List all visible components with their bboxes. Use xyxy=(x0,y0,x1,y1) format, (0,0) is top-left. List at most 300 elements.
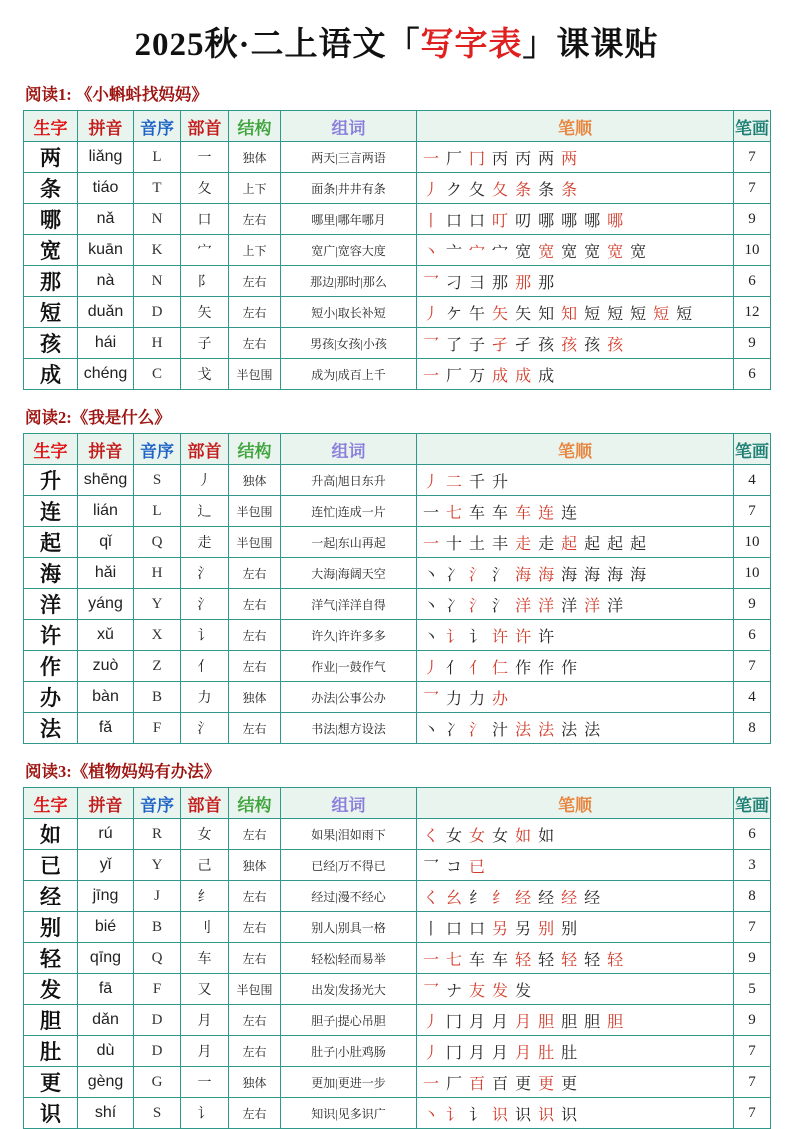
stroke-step: 短 xyxy=(630,305,647,323)
stroke-step: 冫 xyxy=(446,597,463,615)
cell-radical: 戈 xyxy=(181,359,229,390)
stroke-step: 亻 xyxy=(446,659,463,677)
cell-structure: 左右 xyxy=(229,558,281,589)
stroke-step: 一 xyxy=(423,150,440,168)
stroke-step: 乛 xyxy=(423,274,440,292)
stroke-step: 车 xyxy=(469,951,486,969)
column-header-strokes: 笔顺 xyxy=(417,434,734,465)
column-header-initial: 音序 xyxy=(134,788,181,819)
cell-pinyin: hǎi xyxy=(78,558,134,589)
cell-structure: 左右 xyxy=(229,651,281,682)
stroke-step: く xyxy=(423,889,440,907)
cell-radical: 阝 xyxy=(181,266,229,297)
cell-count: 9 xyxy=(734,204,771,235)
cell-words: 经过|漫不经心 xyxy=(281,881,417,912)
stroke-step: 夂 xyxy=(492,181,509,199)
table-header-row xyxy=(24,111,771,142)
stroke-step: 洋 xyxy=(515,597,532,615)
stroke-step: 孩 xyxy=(607,336,624,354)
table-row xyxy=(24,912,771,943)
cell-initial: T xyxy=(134,173,181,204)
cell-strokes xyxy=(417,359,734,390)
stroke-step: 幺 xyxy=(446,889,463,907)
stroke-step: 宀 xyxy=(469,243,486,261)
worksheet-table xyxy=(23,110,771,390)
cell-strokes xyxy=(417,1067,734,1098)
section-reading-3 xyxy=(23,758,770,1129)
cell-strokes xyxy=(417,558,734,589)
stroke-step: 洋 xyxy=(561,597,578,615)
cell-radical: 刂 xyxy=(181,912,229,943)
cell-radical: 讠 xyxy=(181,1098,229,1129)
cell-initial: Q xyxy=(134,527,181,558)
stroke-step: 叨 xyxy=(515,212,532,230)
stroke-step: 识 xyxy=(538,1106,555,1124)
column-header-char: 生字 xyxy=(24,788,78,819)
cell-words: 作业|一鼓作气 xyxy=(281,651,417,682)
stroke-step: 别 xyxy=(561,920,578,938)
cell-strokes xyxy=(417,1036,734,1067)
cell-radical: 纟 xyxy=(181,881,229,912)
cell-char: 哪 xyxy=(24,204,78,235)
stroke-step: 纟 xyxy=(469,889,486,907)
cell-structure: 左右 xyxy=(229,266,281,297)
stroke-step: 亻 xyxy=(469,659,486,677)
stroke-step: 另 xyxy=(492,920,509,938)
cell-initial: Y xyxy=(134,589,181,620)
cell-structure: 独体 xyxy=(229,850,281,881)
section-reading-1 xyxy=(23,81,770,390)
cell-initial: B xyxy=(134,682,181,713)
cell-count: 6 xyxy=(734,620,771,651)
stroke-step: 走 xyxy=(538,535,555,553)
stroke-step: 起 xyxy=(584,535,601,553)
cell-count: 7 xyxy=(734,651,771,682)
cell-pinyin: gèng xyxy=(78,1067,134,1098)
cell-strokes xyxy=(417,1098,734,1129)
stroke-step: 另 xyxy=(515,920,532,938)
stroke-step: 升 xyxy=(492,473,509,491)
stroke-step: 千 xyxy=(469,473,486,491)
cell-structure: 上下 xyxy=(229,235,281,266)
cell-count: 8 xyxy=(734,713,771,744)
stroke-step: 丙 xyxy=(492,150,509,168)
stroke-step: 经 xyxy=(515,889,532,907)
cell-initial: D xyxy=(134,1005,181,1036)
column-header-pinyin: 拼音 xyxy=(78,111,134,142)
stroke-step: 乛 xyxy=(423,690,440,708)
cell-words: 两天|三言两语 xyxy=(281,142,417,173)
stroke-step: 丰 xyxy=(492,535,509,553)
stroke-step: 丶 xyxy=(423,243,440,261)
stroke-step: 矢 xyxy=(492,305,509,323)
cell-count: 5 xyxy=(734,974,771,1005)
cell-words: 洋气|洋洋自得 xyxy=(281,589,417,620)
column-header-structure: 结构 xyxy=(229,434,281,465)
stroke-step: 两 xyxy=(561,150,578,168)
column-header-pinyin: 拼音 xyxy=(78,434,134,465)
column-header-count: 笔画 xyxy=(734,434,771,465)
table-row xyxy=(24,651,771,682)
table-row xyxy=(24,297,771,328)
cell-structure: 左右 xyxy=(229,328,281,359)
table-row xyxy=(24,266,771,297)
cell-structure: 上下 xyxy=(229,173,281,204)
stroke-step: 海 xyxy=(515,566,532,584)
stroke-step: 冂 xyxy=(469,150,486,168)
cell-initial: S xyxy=(134,1098,181,1129)
stroke-step: 许 xyxy=(515,628,532,646)
table-row xyxy=(24,496,771,527)
stroke-step: 发 xyxy=(492,982,509,1000)
cell-words: 更加|更进一步 xyxy=(281,1067,417,1098)
stroke-step: 叮 xyxy=(492,212,509,230)
cell-strokes xyxy=(417,881,734,912)
cell-radical: 月 xyxy=(181,1036,229,1067)
cell-structure: 左右 xyxy=(229,819,281,850)
cell-words: 短小|取长补短 xyxy=(281,297,417,328)
column-header-char: 生字 xyxy=(24,111,78,142)
cell-initial: C xyxy=(134,359,181,390)
cell-count: 7 xyxy=(734,173,771,204)
table-row xyxy=(24,881,771,912)
table-row xyxy=(24,943,771,974)
cell-initial: S xyxy=(134,465,181,496)
stroke-step: 海 xyxy=(538,566,555,584)
stroke-step: 车 xyxy=(492,504,509,522)
cell-pinyin: shí xyxy=(78,1098,134,1129)
stroke-step: 洋 xyxy=(584,597,601,615)
stroke-step: 乛 xyxy=(423,858,440,876)
table-row xyxy=(24,328,771,359)
stroke-step: 七 xyxy=(446,504,463,522)
cell-radical: 走 xyxy=(181,527,229,558)
stroke-step: 孑 xyxy=(515,336,532,354)
stroke-step: 哪 xyxy=(607,212,624,230)
cell-structure: 左右 xyxy=(229,620,281,651)
cell-strokes xyxy=(417,297,734,328)
cell-structure: 半包围 xyxy=(229,527,281,558)
cell-strokes xyxy=(417,1005,734,1036)
cell-words: 许久|许许多多 xyxy=(281,620,417,651)
cell-radical: 讠 xyxy=(181,620,229,651)
stroke-step: 胆 xyxy=(584,1013,601,1031)
cell-pinyin: fā xyxy=(78,974,134,1005)
table-row xyxy=(24,558,771,589)
cell-char: 别 xyxy=(24,912,78,943)
cell-strokes xyxy=(417,651,734,682)
cell-initial: H xyxy=(134,558,181,589)
stroke-step: 口 xyxy=(446,920,463,938)
cell-pinyin: qǐ xyxy=(78,527,134,558)
stroke-step: 胆 xyxy=(538,1013,555,1031)
cell-count: 8 xyxy=(734,881,771,912)
page-title xyxy=(23,18,770,65)
cell-radical: 己 xyxy=(181,850,229,881)
stroke-step: 讠 xyxy=(469,1106,486,1124)
table-row xyxy=(24,235,771,266)
stroke-step: 口 xyxy=(446,212,463,230)
cell-char: 条 xyxy=(24,173,78,204)
cell-strokes xyxy=(417,974,734,1005)
cell-initial: Z xyxy=(134,651,181,682)
cell-words: 一起|东山再起 xyxy=(281,527,417,558)
stroke-step: 肚 xyxy=(538,1044,555,1062)
stroke-step: 友 xyxy=(469,982,486,1000)
cell-strokes xyxy=(417,527,734,558)
stroke-step: 两 xyxy=(538,150,555,168)
stroke-step: 知 xyxy=(538,305,555,323)
worksheet-table xyxy=(23,433,771,744)
column-header-radical: 部首 xyxy=(181,111,229,142)
cell-count: 6 xyxy=(734,266,771,297)
table-row xyxy=(24,527,771,558)
worksheet-table xyxy=(23,787,771,1129)
cell-pinyin: nà xyxy=(78,266,134,297)
stroke-step: 万 xyxy=(469,367,486,385)
stroke-step: 经 xyxy=(561,889,578,907)
cell-words: 办法|公事公办 xyxy=(281,682,417,713)
cell-strokes xyxy=(417,235,734,266)
stroke-step: 一 xyxy=(423,1075,440,1093)
cell-char: 如 xyxy=(24,819,78,850)
stroke-step: 一 xyxy=(423,535,440,553)
table-row xyxy=(24,359,771,390)
cell-char: 办 xyxy=(24,682,78,713)
cell-structure: 左右 xyxy=(229,1005,281,1036)
stroke-step: 胆 xyxy=(561,1013,578,1031)
stroke-step: 丨 xyxy=(423,212,440,230)
stroke-step: 起 xyxy=(607,535,624,553)
cell-radical: 丿 xyxy=(181,465,229,496)
stroke-step: 短 xyxy=(676,305,693,323)
cell-initial: G xyxy=(134,1067,181,1098)
cell-char: 成 xyxy=(24,359,78,390)
stroke-step: 如 xyxy=(538,827,555,845)
cell-radical: 又 xyxy=(181,974,229,1005)
stroke-step: 法 xyxy=(538,721,555,739)
cell-words: 升高|旭日东升 xyxy=(281,465,417,496)
cell-count: 9 xyxy=(734,943,771,974)
cell-count: 6 xyxy=(734,359,771,390)
stroke-step: 轻 xyxy=(515,951,532,969)
cell-radical: 宀 xyxy=(181,235,229,266)
cell-char: 许 xyxy=(24,620,78,651)
stroke-step: 丶 xyxy=(423,566,440,584)
stroke-step: 厂 xyxy=(446,1075,463,1093)
cell-char: 肚 xyxy=(24,1036,78,1067)
stroke-step: 连 xyxy=(561,504,578,522)
cell-radical: 一 xyxy=(181,1067,229,1098)
column-header-count: 笔画 xyxy=(734,111,771,142)
stroke-step: 刁 xyxy=(446,274,463,292)
stroke-step: 洋 xyxy=(538,597,555,615)
cell-radical: 车 xyxy=(181,943,229,974)
table-row xyxy=(24,620,771,651)
stroke-step: 作 xyxy=(538,659,555,677)
cell-radical: 矢 xyxy=(181,297,229,328)
cell-pinyin: yǐ xyxy=(78,850,134,881)
cell-count: 10 xyxy=(734,235,771,266)
stroke-step: 宽 xyxy=(538,243,555,261)
stroke-step: 一 xyxy=(423,504,440,522)
table-row xyxy=(24,142,771,173)
stroke-step: 月 xyxy=(469,1013,486,1031)
stroke-step: 经 xyxy=(538,889,555,907)
cell-words: 别人|别具一格 xyxy=(281,912,417,943)
stroke-step: 汁 xyxy=(492,721,509,739)
cell-strokes xyxy=(417,850,734,881)
stroke-step: 丶 xyxy=(423,597,440,615)
stroke-step: 那 xyxy=(538,274,555,292)
cell-words: 书法|想方设法 xyxy=(281,713,417,744)
stroke-step: 月 xyxy=(515,1013,532,1031)
cell-structure: 左右 xyxy=(229,297,281,328)
stroke-step: 子 xyxy=(469,336,486,354)
stroke-step: 海 xyxy=(561,566,578,584)
cell-words: 已经|万不得已 xyxy=(281,850,417,881)
cell-initial: K xyxy=(134,235,181,266)
cell-initial: L xyxy=(134,496,181,527)
stroke-step: 孑 xyxy=(492,336,509,354)
cell-pinyin: bié xyxy=(78,912,134,943)
stroke-step: 力 xyxy=(446,690,463,708)
stroke-step: 连 xyxy=(538,504,555,522)
cell-count: 7 xyxy=(734,1067,771,1098)
title-prefix: 2025秋·二上语文 xyxy=(134,27,387,63)
stroke-step: 宽 xyxy=(630,243,647,261)
stroke-step: 经 xyxy=(584,889,601,907)
section-reading-2 xyxy=(23,404,770,744)
stroke-step: 丿 xyxy=(423,1013,440,1031)
cell-strokes xyxy=(417,266,734,297)
column-header-strokes: 笔顺 xyxy=(417,111,734,142)
cell-count: 4 xyxy=(734,682,771,713)
cell-char: 胆 xyxy=(24,1005,78,1036)
stroke-step: 条 xyxy=(538,181,555,199)
stroke-step: 更 xyxy=(561,1075,578,1093)
stroke-step: 丿 xyxy=(423,1044,440,1062)
cell-char: 发 xyxy=(24,974,78,1005)
stroke-step: 七 xyxy=(446,951,463,969)
cell-initial: N xyxy=(134,204,181,235)
column-header-words: 组词 xyxy=(281,111,417,142)
stroke-step: 百 xyxy=(469,1075,486,1093)
cell-strokes xyxy=(417,328,734,359)
stroke-step: 办 xyxy=(492,690,509,708)
stroke-step: 氵 xyxy=(492,597,509,615)
cell-strokes xyxy=(417,589,734,620)
stroke-step: 宽 xyxy=(561,243,578,261)
stroke-step: 轻 xyxy=(561,951,578,969)
section-heading: 阅读1: 《小蝌蚪找妈妈》 xyxy=(25,85,208,104)
cell-words: 那边|那时|那么 xyxy=(281,266,417,297)
cell-initial: B xyxy=(134,912,181,943)
table-row xyxy=(24,589,771,620)
cell-pinyin: chéng xyxy=(78,359,134,390)
stroke-step: 氵 xyxy=(469,721,486,739)
stroke-step: ク xyxy=(446,181,463,199)
cell-initial: H xyxy=(134,328,181,359)
cell-char: 宽 xyxy=(24,235,78,266)
cell-radical: 夂 xyxy=(181,173,229,204)
cell-char: 升 xyxy=(24,465,78,496)
cell-pinyin: kuān xyxy=(78,235,134,266)
stroke-step: 短 xyxy=(607,305,624,323)
stroke-step: 洋 xyxy=(607,597,624,615)
column-header-words: 组词 xyxy=(281,788,417,819)
cell-char: 起 xyxy=(24,527,78,558)
cell-words: 宽广|宽容大度 xyxy=(281,235,417,266)
stroke-step: 土 xyxy=(469,535,486,553)
cell-structure: 半包围 xyxy=(229,496,281,527)
cell-char: 洋 xyxy=(24,589,78,620)
stroke-step: 百 xyxy=(492,1075,509,1093)
cell-structure: 半包围 xyxy=(229,359,281,390)
cell-count: 6 xyxy=(734,819,771,850)
column-header-strokes: 笔顺 xyxy=(417,788,734,819)
stroke-step: 二 xyxy=(446,473,463,491)
cell-pinyin: yáng xyxy=(78,589,134,620)
cell-words: 大海|海阔天空 xyxy=(281,558,417,589)
stroke-step: 更 xyxy=(515,1075,532,1093)
cell-char: 法 xyxy=(24,713,78,744)
cell-structure: 左右 xyxy=(229,589,281,620)
cell-words: 连忙|连成一片 xyxy=(281,496,417,527)
cell-structure: 左右 xyxy=(229,713,281,744)
cell-initial: L xyxy=(134,142,181,173)
cell-words: 肚子|小肚鸡肠 xyxy=(281,1036,417,1067)
column-header-structure: 结构 xyxy=(229,111,281,142)
stroke-step: 知 xyxy=(561,305,578,323)
stroke-step: 那 xyxy=(515,274,532,292)
stroke-step: 起 xyxy=(561,535,578,553)
table-header-row xyxy=(24,434,771,465)
column-header-count: 笔画 xyxy=(734,788,771,819)
stroke-step: 孩 xyxy=(584,336,601,354)
stroke-step: 许 xyxy=(492,628,509,646)
cell-char: 识 xyxy=(24,1098,78,1129)
cell-structure: 独体 xyxy=(229,142,281,173)
stroke-step: 女 xyxy=(446,827,463,845)
stroke-step: 宀 xyxy=(492,243,509,261)
stroke-step: 丿 xyxy=(423,473,440,491)
stroke-step: コ xyxy=(446,858,463,876)
cell-pinyin: bàn xyxy=(78,682,134,713)
stroke-step: 十 xyxy=(446,535,463,553)
cell-structure: 左右 xyxy=(229,881,281,912)
column-header-char: 生字 xyxy=(24,434,78,465)
cell-radical: 月 xyxy=(181,1005,229,1036)
stroke-step: 丿 xyxy=(423,181,440,199)
cell-count: 10 xyxy=(734,527,771,558)
stroke-step: 讠 xyxy=(469,628,486,646)
stroke-step: 车 xyxy=(492,951,509,969)
column-header-initial: 音序 xyxy=(134,434,181,465)
cell-strokes xyxy=(417,713,734,744)
stroke-step: 讠 xyxy=(446,1106,463,1124)
stroke-step: 丿 xyxy=(423,659,440,677)
cell-radical: 辶 xyxy=(181,496,229,527)
cell-count: 7 xyxy=(734,912,771,943)
stroke-step: 海 xyxy=(584,566,601,584)
cell-words: 胆子|提心吊胆 xyxy=(281,1005,417,1036)
stroke-step: 识 xyxy=(561,1106,578,1124)
cell-words: 知识|见多识广 xyxy=(281,1098,417,1129)
cell-strokes xyxy=(417,496,734,527)
cell-count: 10 xyxy=(734,558,771,589)
cell-char: 连 xyxy=(24,496,78,527)
